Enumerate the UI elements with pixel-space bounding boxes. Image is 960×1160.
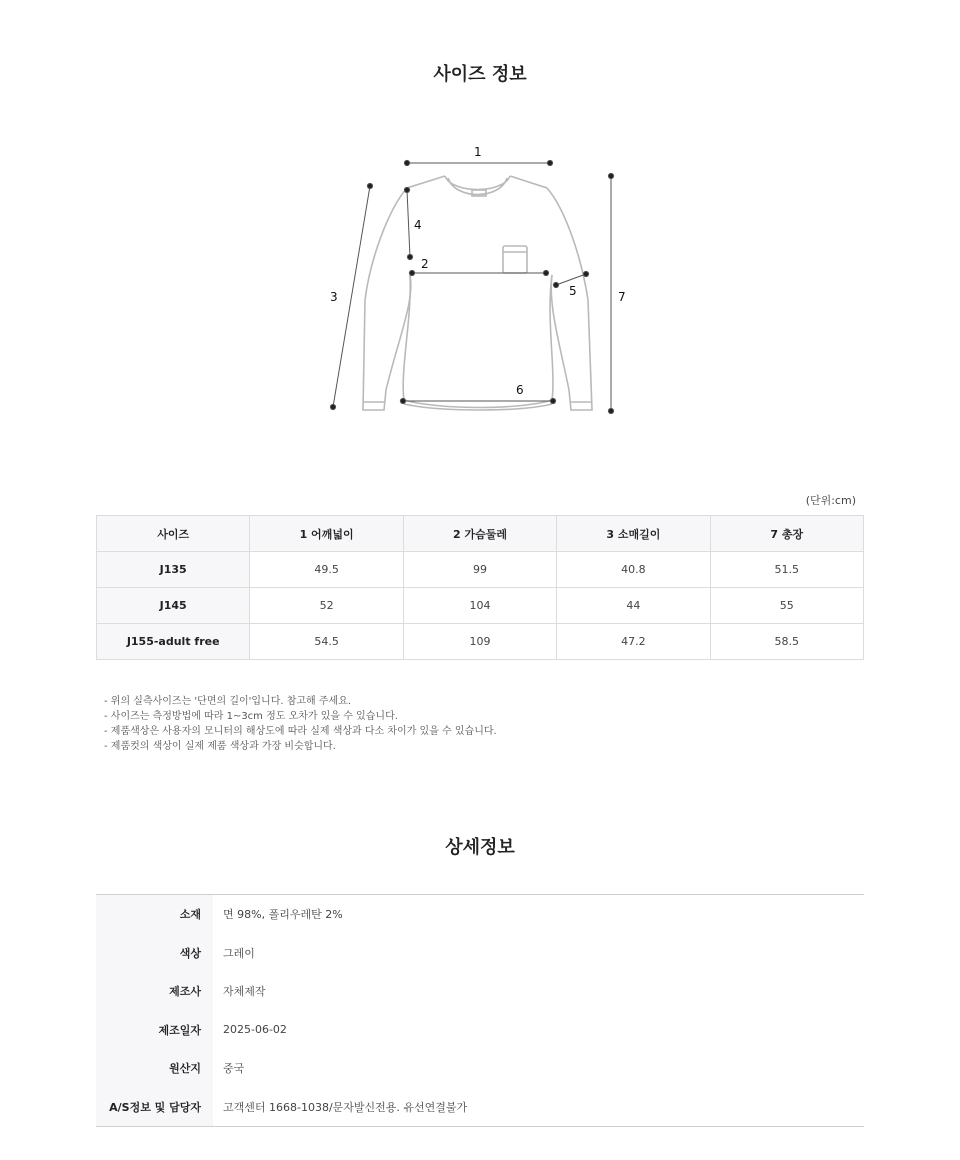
diagram-label-1: 1 [474,145,482,159]
table-cell: 47.2 [557,624,710,660]
table-cell: 54.5 [250,624,403,660]
unit-note: (단위:cm) [805,494,856,507]
detail-row-as-contact [96,1088,864,1127]
table-row [97,588,864,624]
size-label: J135 [97,552,250,588]
detail-value: 자체제작 [223,985,266,999]
diagram-label-5: 5 [569,284,577,298]
table-cell: 49.5 [250,552,403,588]
table-row [97,552,864,588]
diagram-label-3: 3 [330,290,338,304]
detail-label: 제조사 [96,972,213,1011]
table-cell: 44 [557,588,710,624]
shirt-outline-svg [320,140,640,430]
header-size: 사이즈 [97,516,250,552]
detail-row-manufacturer [96,972,864,1011]
table-cell: 109 [403,624,556,660]
table-row [97,624,864,660]
detail-label: 소재 [96,895,213,934]
detail-value: 면 98%, 폴리우레탄 2% [223,908,343,922]
size-label: J155-adult free [97,624,250,660]
note-item: - 제품색상은 사용자의 모니터의 해상도에 따라 실제 색상과 다소 차이가 있을 수 있습니다. [104,726,497,737]
note-item: - 제품컷의 색상이 실제 제품 색상과 가장 비슷합니다. [104,741,336,752]
table-cell: 51.5 [710,552,863,588]
shirt-measurement-diagram [320,140,640,430]
diagram-label-4: 4 [414,218,422,232]
detail-value: 중국 [223,1062,245,1076]
shirt-hem [403,275,553,408]
size-table-header-row [97,516,864,552]
table-cell: 58.5 [710,624,863,660]
header-total-length: 7 총장 [710,516,863,552]
header-shoulder: 1 어깨넓이 [250,516,403,552]
detail-table [96,894,864,1127]
diagram-label-6: 6 [516,383,524,397]
diagram-label-7: 7 [618,290,626,304]
table-cell: 104 [403,588,556,624]
detail-value: 고객센터 1668-1038/문자발신전용. 유선연결불가 [223,1100,468,1114]
detail-label: A/S정보 및 담당자 [96,1088,213,1127]
detail-row-manufacture-date [96,1011,864,1050]
table-cell: 99 [403,552,556,588]
detail-label: 색상 [96,934,213,973]
size-notes [104,694,497,754]
table-cell: 52 [250,588,403,624]
table-cell: 55 [710,588,863,624]
detail-value: 그레이 [223,946,255,960]
chest-pocket [503,246,527,273]
detail-info-title: 상세정보 [445,837,515,858]
size-table [96,515,864,660]
size-info-title: 사이즈 정보 [433,64,527,85]
table-cell: 40.8 [557,552,710,588]
detail-row-material [96,895,864,934]
diagram-label-2: 2 [421,257,429,271]
note-item: - 사이즈는 측정방법에 따라 1~3cm 정도 오차가 있을 수 있습니다. [104,711,398,722]
size-label: J145 [97,588,250,624]
note-item: - 위의 실측사이즈는 '단면의 길이'입니다. 참고해 주세요. [104,696,352,707]
detail-label: 제조일자 [96,1011,213,1050]
detail-value: 2025-06-02 [223,1023,287,1037]
header-chest: 2 가슴둘레 [403,516,556,552]
detail-label: 원산지 [96,1049,213,1088]
detail-row-origin [96,1049,864,1088]
detail-row-color [96,934,864,973]
header-sleeve: 3 소매길이 [557,516,710,552]
